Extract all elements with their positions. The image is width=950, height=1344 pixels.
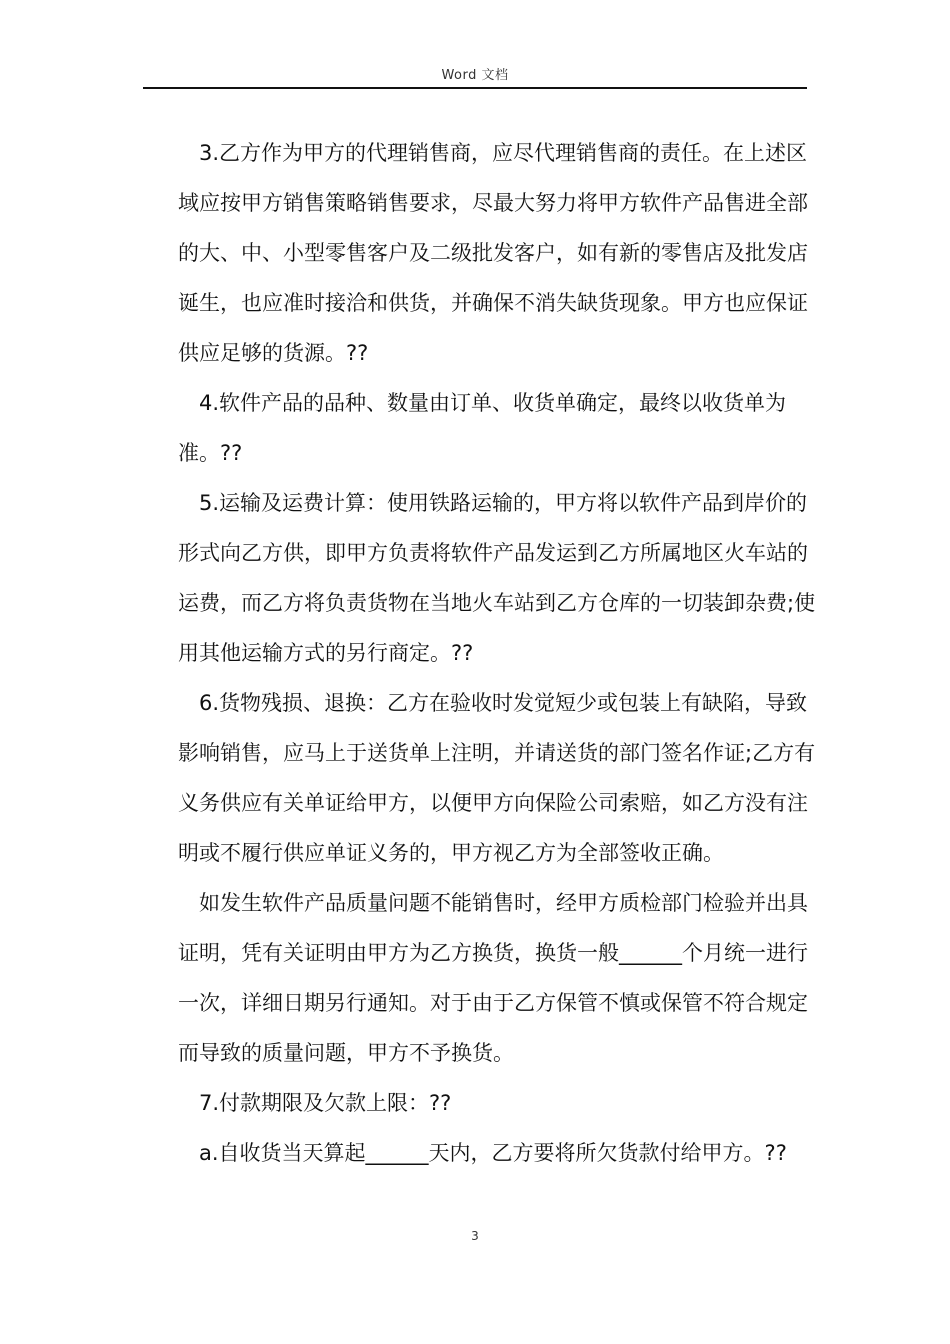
paragraph-clause-5: 5.运输及运费计算：使用铁路运输的，甲方将以软件产品到岸价的形式向乙方供，即甲方负责将软件产品发运到乙方所属地区火车站的运费，而乙方将负责货物在当地火车站到乙方仓库的一切装卸杂费;使用其他运输方式的另行商定。?? xyxy=(178,491,816,665)
paragraph-clause-7a: a.自收货当天算起______天内，乙方要将所欠货款付给甲方。?? xyxy=(199,1141,787,1165)
paragraph-quality-exchange: 如发生软件产品质量问题不能销售时，经甲方质检部门检验并出具证明，凭有关证明由甲方为乙方换货，换货一般______个月统一进行一次，详细日期另行通知。对于由于乙方保管不慎或保管不符合规定而导致的质量问题，甲方不予换货。 xyxy=(178,891,808,1065)
paragraph-clause-7: 7.付款期限及欠款上限：?? xyxy=(199,1091,452,1115)
header-divider xyxy=(143,87,807,89)
paragraph-clause-6: 6.货物残损、退换：乙方在验收时发觉短少或包装上有缺陷，导致影响销售，应马上于送货单上注明，并请送货的部门签名作证;乙方有义务供应有关单证给甲方，以便甲方向保险公司索赔，如乙方没有注明或不履行供应单证义务的，甲方视乙方为全部签收正确。 xyxy=(178,691,816,865)
page-header-label: Word 文档 xyxy=(441,68,509,83)
paragraph-clause-3: 3.乙方作为甲方的代理销售商，应尽代理销售商的责任。在上述区域应按甲方销售策略销售要求，尽最大努力将甲方软件产品售进全部的大、中、小型零售客户及二级批发客户，如有新的零售店及批发店诞生，也应准时接洽和供货，并确保不消失缺货现象。甲方也应保证供应足够的货源。?? xyxy=(178,141,808,365)
document-body xyxy=(178,128,818,1178)
page-number: 3 xyxy=(471,1229,479,1243)
paragraph-clause-4: 4.软件产品的品种、数量由订单、收货单确定，最终以收货单为准。?? xyxy=(178,391,787,465)
